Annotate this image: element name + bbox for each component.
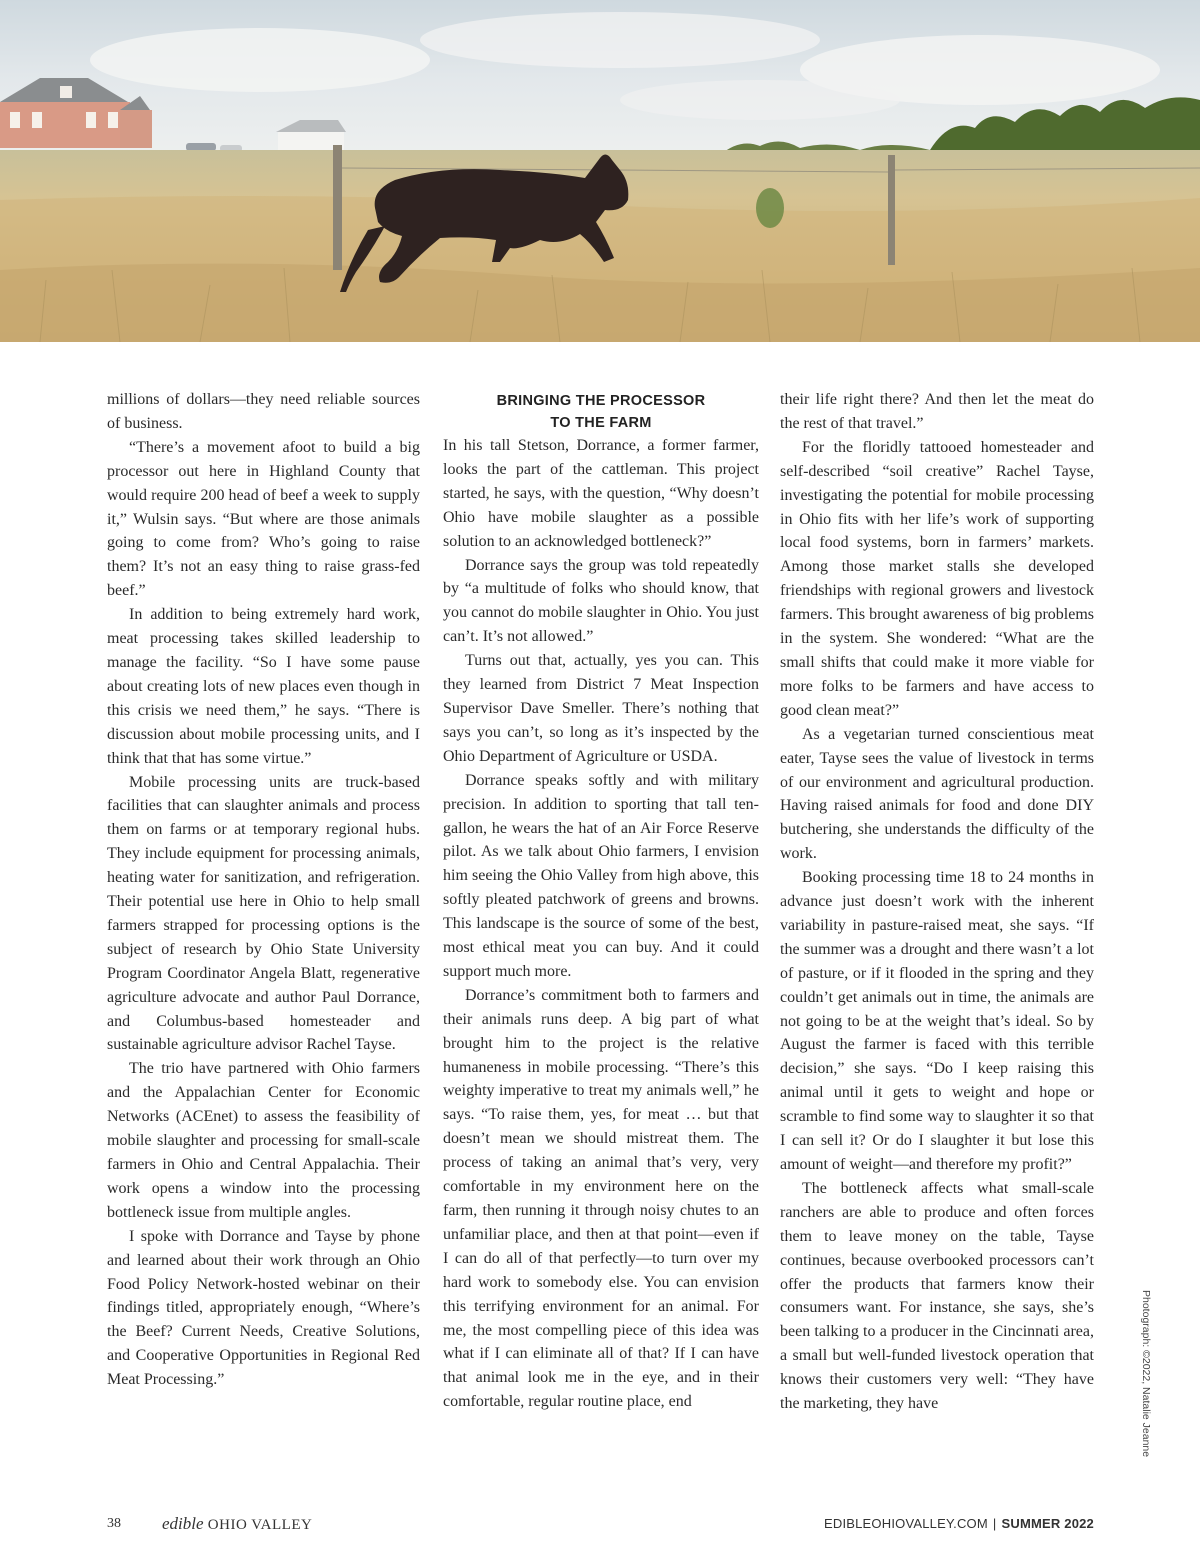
fence-post-icon bbox=[333, 145, 342, 270]
footer-right bbox=[824, 1516, 1094, 1531]
paragraph: their life right there? And then let the meat do the rest of that travel.” bbox=[780, 391, 1094, 432]
column-1 bbox=[107, 388, 420, 1392]
section-heading bbox=[443, 390, 759, 434]
paragraph: In addition to being extremely hard work, meat processing takes skilled leadership to manage the facility. “So I have some pause about creating lots of new places even though in this crisis we need them,” he says. “There is discussion about mobile processing units, and I think that that has some virtue.” bbox=[107, 606, 420, 767]
paragraph: Dorrance’s commitment both to farmers and their animals runs deep. A big part of what brought him to the project is the relative humaneness in mobile processing. “There’s this weighty imperative to treat my animals well,” he says. “To raise them, yes, for meat … but that doesn’t mean we should mistreat them. The process of taking an animal that’s very, very comfortable in my environment here on the farm, then running it through noisy chutes to an unfamiliar place, and then at that point—even if I can do all of that perfectly—to turn over my hard work to somebody else. You can envision this terrifying environment for an animal. For me, the most compelling piece of this idea was what if I can eliminate all of that? If I can have that animal look me in the eye, and in their comfortable, regular routine place, end bbox=[443, 986, 759, 1411]
issue-date: SUMMER 2022 bbox=[1001, 1516, 1094, 1531]
magazine-name bbox=[162, 1514, 312, 1534]
paragraph: Turns out that, actually, yes you can. This they learned from District 7 Meat Inspection Supervisor Dave Smeller. There’s nothing that says you can’t, so long as it’s inspected by the Ohio Department of Agriculture or USDA. bbox=[443, 652, 759, 765]
paragraph: The trio have partnered with Ohio farmers and the Appalachian Center for Economic Networks (ACEnet) to assess the feasibility of mobile slaughter and processing for small-scale farmers in Ohio and Central Appalachia. Their work opens a window into the processing bottleneck issue from multiple angles. bbox=[107, 1060, 420, 1221]
section-heading-line-1: BRINGING THE PROCESSOR bbox=[496, 393, 706, 409]
fence-post-icon bbox=[888, 155, 895, 265]
separator: | bbox=[992, 1516, 997, 1531]
paragraph: For the floridly tattooed homesteader and self-described “soil creative” Rachel Tayse, investigating the potential for mobile processing in Ohio fits with her life’s work of supporting local food systems, born in farmers’ markets. Among those market stalls she developed friendships with regional growers and livestock farmers. This brought awareness of big problems in the system. She wondered: “What are the small shifts that could make it more viable for more folks to be farmers and have access to good clean meat?” bbox=[780, 438, 1094, 719]
column-3 bbox=[780, 388, 1094, 1416]
website: EDIBLEOHIOVALLEY.COM bbox=[823, 1516, 988, 1531]
magazine-name-italic: edible bbox=[162, 1514, 204, 1533]
paragraph: “There’s a movement afoot to build a big processor out here in Highland County that would require 200 head of beef a week to supply it,” Wulsin says. “But where are those animals going to come from? Who’s going to raise them? It’s not an easy thing to raise grass-fed beef.” bbox=[107, 438, 420, 600]
page-footer bbox=[107, 1514, 1094, 1536]
paragraph: Booking processing time 18 to 24 months in advance just doesn’t work with the inherent variability in pasture-raised meat, she says. “If the summer was a drought and there wasn’t a lot of pasture, or if it flooded in the spring and they couldn’t get animals out in time, the animals are not going to be at the weight that’s ideal. So by August the farmer is faced with this terrible decision,” she says. “Do I keep raising this animal until it gets to weight and hope or scramble to find some way to slaughter it so that I can sell it? Or do I slaughter it but lose this amount of weight—and therefore my profit?” bbox=[780, 869, 1094, 1173]
section-heading-line-2: TO THE FARM bbox=[550, 415, 652, 431]
paragraph: In his tall Stetson, Dorrance, a former farmer, looks the part of the cattleman. This project started, he says, with the question, “Why doesn’t Ohio have mobile slaughter as a possible solution to an acknowledged bottleneck?” bbox=[443, 437, 759, 550]
paragraph: The bottleneck affects what small-scale ranchers are able to produce and often forces them to leave money on the table, Tayse continues, because overbooked processors can’t offer the products that farmers know their consumers want. For instance, she says, she’s been talking to a producer in the Cincinnati area, a small but well-funded livestock operation that knows their customers very well: “They have the marketing, they have bbox=[780, 1179, 1094, 1413]
page-number: 38 bbox=[107, 1516, 121, 1531]
photo-credit: Photograph: ©2022, Natalie Jeanne bbox=[1140, 1290, 1152, 1458]
paragraph: As a vegetarian turned conscientious meat eater, Tayse sees the value of livestock in terms of our environment and agricultural production. Having raised animals for food and done DIY butchering, she understands the difficulty of the work. bbox=[780, 725, 1094, 863]
column-2 bbox=[443, 388, 759, 1414]
pasture-photo-icon bbox=[0, 0, 1200, 342]
paragraph: Dorrance says the group was told repeatedly by “a multitude of folks who should know, that you cannot do mobile slaughter in Ohio. You just can’t. It’s not allowed.” bbox=[443, 556, 759, 646]
paragraph: Mobile processing units are truck-based facilities that can slaughter animals and process them on farms or at temporary regional hubs. They include equipment for processing animals, heating water for sanitization, and refrigeration. Their potential use here in Ohio to help small farmers strapped for processing options is the subject of research by Ohio State University Program Coordinator Angela Blatt, regenerative agriculture advocate and author Paul Dorrance, and Columbus-based homesteader and sustainable agriculture advisor Rachel Tayse. bbox=[107, 773, 420, 1054]
paragraph: millions of dollars—they need reliable sources of business. bbox=[107, 391, 420, 432]
paragraph: Dorrance speaks softly and with military precision. In addition to sporting that tall ten-gallon, he wears the hat of an Air Force Reserve pilot. As we talk about Ohio farmers, I envision him seeing the Ohio Valley from high above, this softly pleated patchwork of greens and browns. This landscape is the source of some of the best, most ethical meat you can buy. And it could support much more. bbox=[443, 771, 759, 980]
hero-photo bbox=[0, 0, 1200, 342]
paragraph: I spoke with Dorrance and Tayse by phone and learned about their work through an Ohio Food Policy Network-hosted webinar on their findings titled, appropriately enough, “Where’s the Beef? Current Needs, Creative Solutions, and Cooperative Opportunities in Regional Red Meat Processing.” bbox=[107, 1227, 420, 1389]
magazine-name-caps: OHIO VALLEY bbox=[207, 1517, 313, 1533]
